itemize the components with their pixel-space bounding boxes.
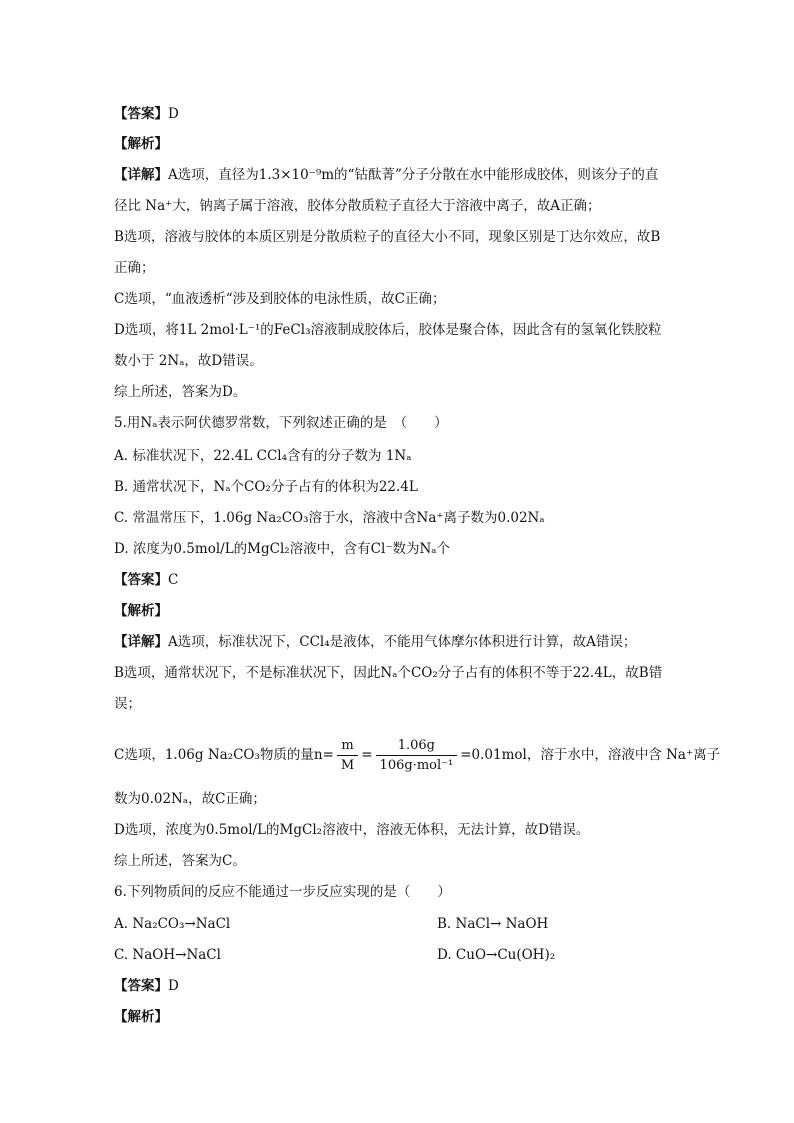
detail-text: D选项，浓度为0.5mol/L的MgCl₂溶液中，溶液无体积，无法计算，故D错误。 bbox=[114, 822, 590, 838]
detail-text: B选项，溶液与胶体的本质区别是分散质粒子的直径大小不同，现象区别是丁达尔效应，故B bbox=[114, 229, 661, 245]
answer-value: C bbox=[168, 572, 179, 588]
detail-text: A选项，标准状况下，CCl₄是液体，不能用气体摩尔体积进行计算，故A错误； bbox=[168, 634, 637, 650]
detail-text: 数为0.02Nₐ，故C正确； bbox=[114, 791, 266, 807]
formula-line bbox=[114, 732, 720, 778]
answer-tag: 【答案】 bbox=[114, 572, 168, 588]
detail-line bbox=[114, 165, 658, 185]
option-b: B. 通常状况下，Nₐ个CO₂分子占有的体积为22.4L bbox=[114, 479, 418, 495]
detail-text: A选项，直径为1.3×10⁻⁹m的“钴酞菁”分子分散在水中能形成胶体，则该分子的直 bbox=[168, 167, 659, 183]
detail-text: =0.01mol，溶于水中，溶液中含 Na⁺离子 bbox=[460, 747, 721, 763]
answer-line bbox=[114, 104, 179, 124]
equals-sign: = bbox=[361, 747, 373, 763]
option-c: C. 常温常压下，1.06g Na₂CO₃溶于水，溶液中含Na⁺离子数为0.02Nₐ bbox=[114, 510, 545, 526]
analysis-tag: 【解析】 bbox=[114, 1009, 168, 1025]
question-stem: 5.用Nₐ表示阿伏德罗常数，下列叙述正确的是 （ ） bbox=[114, 415, 448, 431]
option-a: A. Na₂CO₃→NaCl bbox=[114, 916, 231, 932]
question-stem: 6.下列物质间的反应不能通过一步反应实现的是（ ） bbox=[114, 884, 451, 900]
analysis-tag: 【解析】 bbox=[114, 136, 168, 152]
answer-line bbox=[114, 976, 179, 996]
summary-text: 综上所述，答案为C。 bbox=[114, 853, 246, 869]
answer-line bbox=[114, 570, 178, 590]
fraction-m-over-M bbox=[337, 738, 358, 773]
detail-line bbox=[114, 632, 636, 652]
detail-text: C选项，1.06g Na₂CO₃物质的量n= bbox=[114, 747, 334, 763]
option-d: D. CuO→Cu(OH)₂ bbox=[437, 947, 556, 963]
fraction-denominator: 106g·mol⁻¹ bbox=[379, 757, 454, 773]
analysis-tag: 【解析】 bbox=[114, 603, 168, 619]
detail-text: 径比 Na⁺大，钠离子属于溶液，胶体分散质粒子直径大于溶液中离子，故A正确； bbox=[114, 198, 601, 214]
fraction-denominator: M bbox=[340, 757, 355, 773]
detail-text: 误； bbox=[114, 696, 141, 712]
option-b: B. NaCl→ NaOH bbox=[437, 916, 549, 932]
answer-tag: 【答案】 bbox=[114, 978, 168, 994]
detail-text: 正确； bbox=[114, 260, 155, 276]
fraction-mass-over-molar-mass bbox=[376, 738, 458, 773]
detail-text: C选项，“血液透析“涉及到胶体的电泳性质，故C正确； bbox=[114, 291, 446, 307]
detail-tag: 【详解】 bbox=[114, 167, 168, 183]
detail-tag: 【详解】 bbox=[114, 634, 168, 650]
option-a: A. 标准状况下，22.4L CCl₄含有的分子数为 1Nₐ bbox=[114, 448, 412, 464]
answer-value: D bbox=[168, 106, 179, 122]
fraction-numerator: 1.06g bbox=[376, 738, 458, 756]
detail-text: B选项，通常状况下，不是标准状况下，因此Nₐ个CO₂分子占有的体积不等于22.4L，故B错 bbox=[114, 665, 663, 681]
option-c: C. NaOH→NaCl bbox=[114, 947, 221, 963]
fraction-numerator: m bbox=[337, 738, 358, 756]
option-d: D. 浓度为0.5mol/L的MgCl₂溶液中，含有Cl⁻数为Nₐ个 bbox=[114, 541, 450, 557]
answer-tag: 【答案】 bbox=[114, 106, 168, 122]
detail-text: D选项，将1L 2mol·L⁻¹的FeCl₃溶液制成胶体后，胶体是聚合体，因此含有的氢氧化铁胶粒 bbox=[114, 322, 662, 338]
answer-value: D bbox=[168, 978, 179, 994]
summary-text: 综上所述，答案为D。 bbox=[114, 384, 247, 400]
detail-text: 数小于 2Nₐ，故D错误。 bbox=[114, 353, 263, 369]
